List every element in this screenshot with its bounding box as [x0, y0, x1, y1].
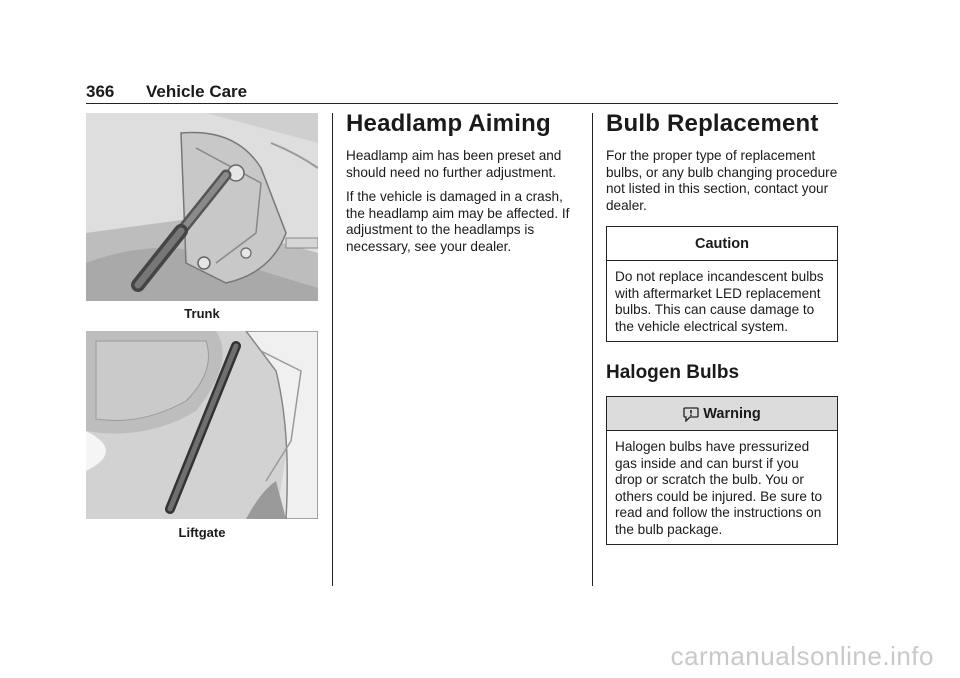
warning-title: Warning: [703, 406, 761, 422]
headlamp-section: [346, 110, 582, 263]
headlamp-paragraph: Headlamp aim has been preset and should need no further adjustment.: [346, 148, 562, 180]
caution-title: Caution: [607, 227, 837, 261]
column-divider-2: [592, 113, 593, 586]
column-divider-1: [332, 113, 333, 586]
headlamp-heading: Headlamp Aiming: [346, 110, 551, 137]
warning-icon: [683, 407, 699, 422]
liftgate-illustration: [86, 331, 318, 519]
caution-body: Do not replace incandescent bulbs with aftermarket LED replacement bulbs. This can cause damage to the vehicle electrical system.: [615, 269, 824, 334]
warning-box: [606, 396, 838, 545]
headlamp-paragraph: If the vehicle is damaged in a crash, the headlamp aim may be affected. If adjustment to the headlamps is necessary, see your dealer.: [346, 189, 570, 254]
trunk-caption: Trunk: [184, 306, 220, 321]
bulb-heading: Bulb Replacement: [606, 110, 819, 137]
site-watermark: carmanualsonline.info: [670, 641, 934, 671]
header-rule: [86, 103, 838, 104]
halogen-heading: Halogen Bulbs: [606, 362, 740, 383]
liftgate-caption: Liftgate: [178, 525, 226, 540]
section-title: Vehicle Care: [146, 82, 248, 101]
trunk-illustration: [86, 113, 318, 301]
warning-body: Halogen bulbs have pressurized gas inside and can burst if you drop or scratch the bulb. You or others could be injured. Be sure to read and follow the instructions on the bulb package.: [615, 439, 823, 537]
warning-header: [607, 397, 837, 431]
page-header: [86, 82, 838, 104]
bulb-intro: For the proper type of replacement bulbs, or any bulb changing procedure not listed in this section, contact your dealer.: [606, 148, 838, 213]
bulb-section: [606, 110, 838, 545]
page-number: 366: [86, 82, 115, 101]
caution-box: [606, 226, 838, 342]
